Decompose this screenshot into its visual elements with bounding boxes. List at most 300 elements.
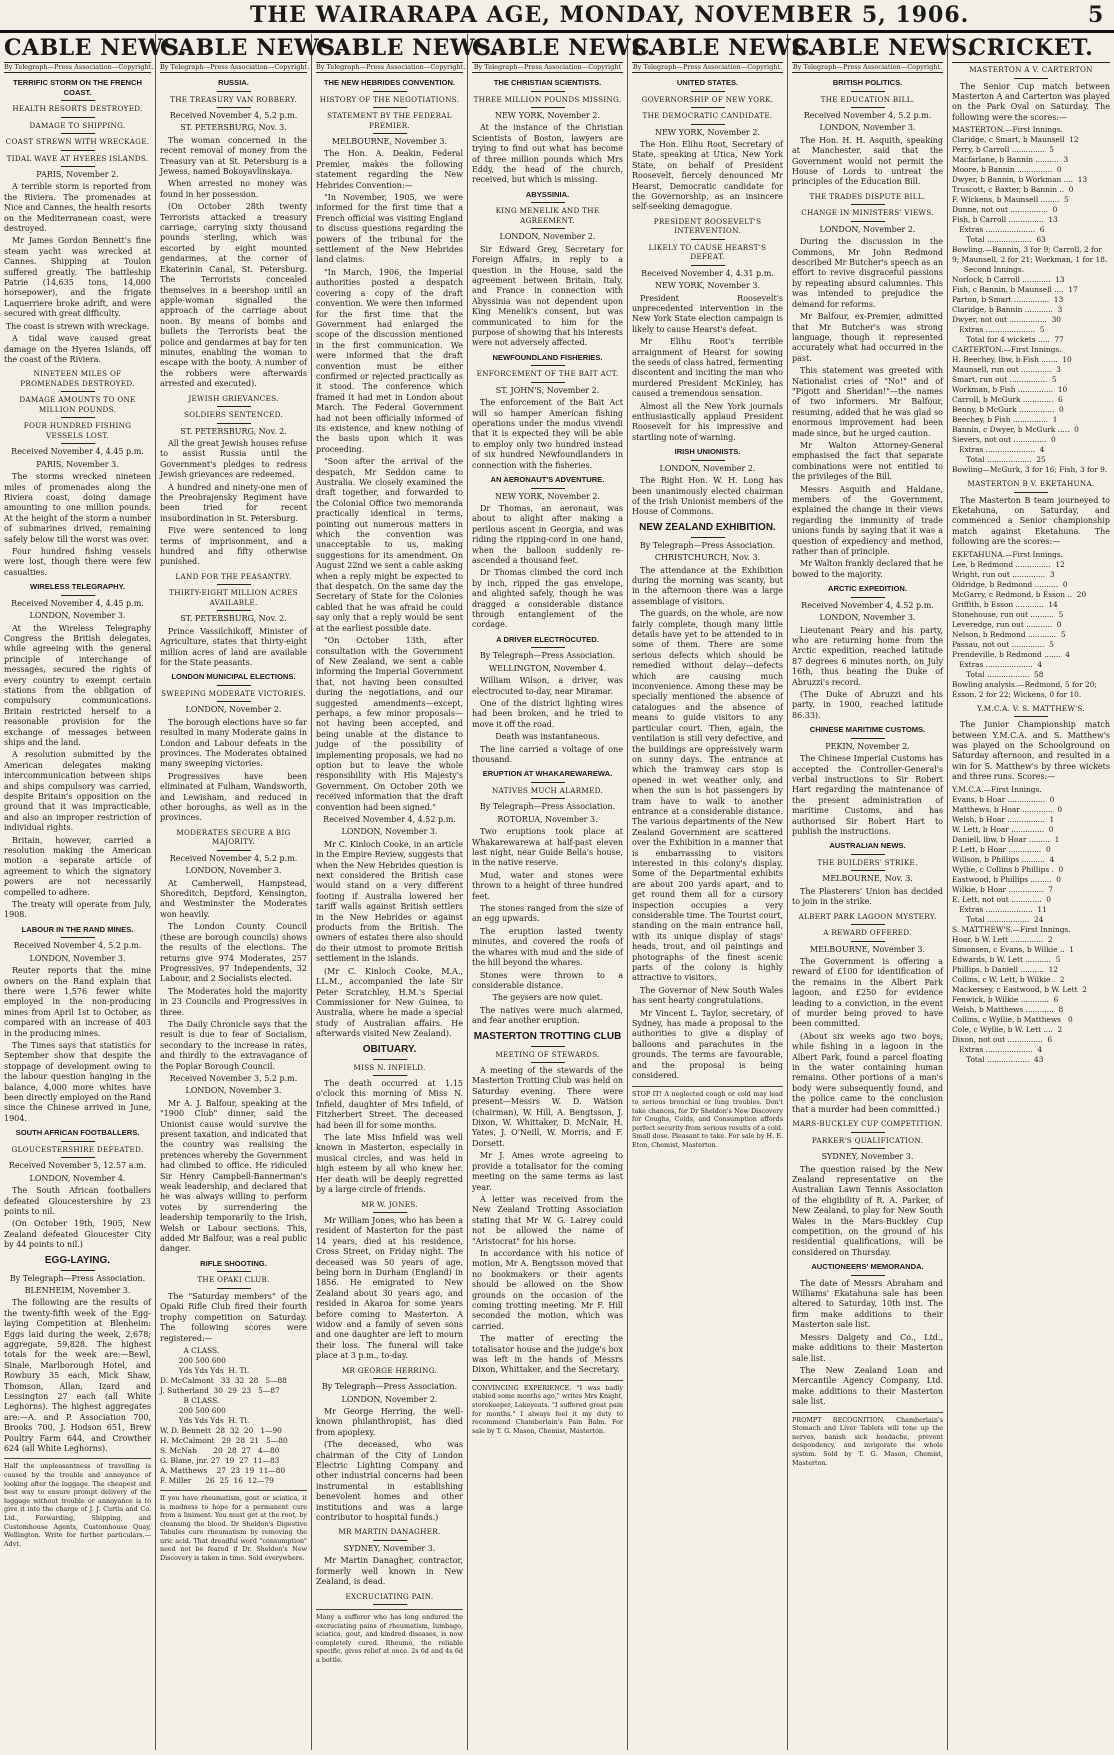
article-paragraph: President Roosevelt's unprecedented intervention in the New York State election campaign is likely to cause Hearst's defeat. [632, 293, 783, 334]
article-subheading: GOVERNORSHIP OF NEW YORK. [641, 94, 774, 104]
dateline: By Telegraph—Press Association. [479, 802, 616, 812]
article-subheading: MR MARTIN DANAGHER. [338, 1527, 441, 1537]
article-paragraph: The Right Hon. W. H. Long has been unanimously elected chairman of the Irish Unionist members of the House of Commons. [632, 476, 783, 517]
dateline: SYDNEY, November 3. [821, 1152, 914, 1162]
article-subheading: MISS N. INFIELD. [353, 1062, 426, 1072]
article-paragraph: Mr C. Kinloch Cooke, in an article in the Empire Review, suggests that when the New Hebrides question is next considered the British case would stand on a very different footing if Australia lowered her tariff walls against British settlers in the New Hebrides or against products from the British. The owners of estates there also should do their utmost to promote British settlement in the islands. [316, 839, 463, 964]
article [632, 447, 783, 518]
divider [373, 1059, 407, 1060]
article-subheading: A REWARD OFFERED. [823, 928, 912, 938]
dateline: NEW YORK, November 2. [654, 127, 761, 137]
article-subheading: NATIVES MUCH ALARMED. [491, 785, 604, 795]
article-paragraph: The Masterton B team journeyed to Eketahuna, on Saturday, and commenced a Senior championship match against Eketahuna. The following are the scores:— [952, 495, 1110, 547]
divider [531, 1046, 565, 1047]
article-subheading: PRESIDENT ROOSEVELT'S INTERVENTION. [653, 216, 762, 236]
page-number: 5 [1088, 2, 1104, 28]
article-paragraph: At the instance of the Christian Scientists of Boston, lawyers are trying to find out what has become of three million pounds which Mrs Eddy, the head of the church, received, but which is missing. [472, 123, 623, 185]
dateline: LONDON, November 3. [341, 827, 438, 837]
article-subheading: DAMAGE TO SHIPPING. [29, 120, 126, 130]
article-paragraph: "In November, 1905, we were informed for the first time that a French official was visiting England to discuss questions regarding the powers of the tribunal for the settlement of the New Hebrides land claims. [316, 193, 463, 265]
dateline: Received November 4, 4.52 p.m. [801, 600, 934, 610]
article-headline: ARCTIC EXPEDITION. [828, 584, 907, 594]
article [160, 572, 307, 669]
article [160, 78, 307, 390]
article [316, 1527, 463, 1587]
dateline: LONDON, November 3. [29, 611, 126, 621]
divider [217, 685, 251, 686]
dateline: LONDON, November 2. [819, 224, 916, 234]
article [792, 912, 943, 1116]
divider [373, 1378, 407, 1379]
divider [851, 1132, 885, 1133]
article-subheading: MEETING OF STEWARDS. [495, 1049, 600, 1059]
article-paragraph: "In March, 1906, the Imperial authorities posted a despatch covering a copy of the draft convention. We were then informed for the first time that the Government had enlarged the scope of the discussion mentioned in the first communication. We were informed that the draft convention must be either confirmed or rejected practically as it stood. The conference which framed it had met in London about March. The Federal Government had not been officially informed of its existence, and knew nothing of the basis upon which it was proceeding. [316, 267, 463, 454]
divider [851, 91, 885, 92]
column-2 [156, 34, 343, 1750]
divider [61, 595, 95, 596]
divider [61, 443, 95, 444]
article-paragraph: The guards, on the whole, are now fairly complete, though many little details have yet to be attended to in some of them. There are some serious defects which should be remedied without delay—defects which are causing much inconvenience. Among these may be specially mentioned the absence of catalogues and the absence of means to guide visitors to any particular court. Then, again, the ventilation is still very defective, and the buildings are oppressively warm on sunny days. The entrance at which the tramway cars stop is opened in wet weather only, and when the sun is hot passengers by tram have to walk to another entrance at a considerable distance. The various departments of the New Zealand Government are scattered over the Exhibition in a manner that is embarrassing to visitors interested in this colony's display. Some of the Departmental exhibits are about 200 yards apart, and to get round them all for a cursory inspection occupies a very considerable time. The Tourist court, standing on the main entrance hall, with its unique display of stags' heads, trout, and oil paintings and photographs of the finest scenic parts of the colony is highly attractive to visitors. [632, 609, 783, 983]
dateline: MELBOURNE, November 3. [331, 137, 448, 146]
article [952, 65, 1110, 475]
article-headline: THE CHRISTIAN SCIENTISTS. [493, 78, 602, 87]
article-paragraph: (About six weeks ago two boys, while fishing in a lagoon in the Albert Park, found a parcel floating in the water containing human remains. Other portions of a man's body were subsequently found, and the police came to the conclusion that a murder had been committed.) [792, 1031, 943, 1114]
dateline: Received November 4, 5.2 p.m. [169, 853, 298, 863]
article-subheading: MR W. JONES. [361, 1199, 418, 1209]
article-paragraph: The date of Messrs Abraham and Williams' Ekatahuna sale has been altered to Saturday, 10th inst. The firm make additions to their Masterton sale list. [792, 1278, 943, 1330]
article-paragraph: Four hundred fishing vessels were lost, though there were few casualties. [4, 546, 151, 577]
dateline: LONDON, November 2. [185, 705, 282, 715]
newspaper-columns [0, 34, 1114, 1750]
divider [61, 1270, 95, 1271]
column-masthead: CABLE NEWS. [160, 35, 343, 61]
article-paragraph: In accordance with his notice of motion, Mr A. Bengtsson moved that no bookmakers or their agents should be allowed on the Show grounds on the occasion of the coming trotting meeting. Mr F. Hill seconded the motion, which was carried. [472, 1248, 623, 1331]
dateline: LONDON, November 3. [819, 613, 916, 623]
article [4, 925, 151, 1124]
article [316, 1592, 463, 1606]
article-paragraph: Mr J. Ames wrote agreeing to provide a totalisator for the coming meeting on the same terms as last year. [472, 1151, 623, 1192]
divider [531, 91, 565, 92]
article-paragraph: The late Miss Infield was well known in Masterton, especially in musical circles, and was held in high esteem by all who knew her. Her death will be deeply regretted by a large circle of friends. [316, 1133, 463, 1195]
article-paragraph: Mr Walton Attorney-General emphasised the fact that separate combinations were not entitled to the privileges of the Bill. [792, 440, 943, 482]
divider [851, 870, 885, 871]
dateline: LONDON, November 2. [499, 232, 596, 242]
divider [373, 133, 407, 134]
article-paragraph: The Hon. A. Deakin, Federal Premier, makes the following statement regarding the New Hebrides Convention:— [316, 149, 463, 190]
article-paragraph: Five were sentenced to long terms of imprisonment, and a hundred and fifty otherwise punished. [160, 526, 307, 567]
article [792, 78, 943, 188]
article [4, 369, 151, 578]
divider [1014, 716, 1048, 717]
article-paragraph: The Hon. Elihu Root, Secretary of State, speaking at Utica, New York State, on behalf of President Roosevelt, fiercely denounced Mr Hearst, Democratic candidate for the Governorship, as an insincere self-seeking demagogue. [632, 139, 783, 212]
article [952, 479, 1110, 700]
article-headline: RIFLE SHOOTING. [200, 1258, 267, 1268]
article-headline: BRITISH POLITICS. [832, 78, 903, 87]
article-paragraph: The Moderates hold the majority in 23 Councils and Progressives in three. [160, 986, 307, 1017]
dateline: Received November 4, 4.45 p.m. [11, 447, 144, 457]
divider [531, 228, 565, 229]
article-paragraph: A hundred and ninety-one men of the Preobrajensky Regiment have been tried for recent insubordination in St. Petersburg. [160, 482, 307, 523]
article-headline: RUSSIA. [218, 78, 249, 87]
article-paragraph: The Hon. H. H. Asquith, speaking at Manchester, said that the Government would not permit the House of Lords to untreat the principles of the Education Bill. [792, 135, 943, 187]
column-masthead: CABLE NEWS. [632, 35, 815, 61]
dateline: LONDON, November 2. [341, 1394, 438, 1404]
article-subheading: ALBERT PARK LAGOON MYSTERY. [798, 911, 937, 921]
divider [531, 488, 565, 489]
article-paragraph: At Camberwell, Hampstead, Shoreditch, Deptford, Kensington, and Westminster the Moderates won heavily. [160, 878, 307, 919]
article-paragraph: The South African footballers defeated Gloucestershire by 23 points to nil. [4, 1186, 151, 1216]
article-subheading: FOUR HUNDRED FISHING VESSELS LOST. [23, 421, 132, 440]
article-headline: SOUTH AFRICAN FOOTBALLERS. [15, 1128, 140, 1138]
article-paragraph: At the Wireless Telegraphy Congress the British delegates, while agreeing with the general principle of interchange of messages, secured the rights of every country to exempt certain stations from the obligation of compulsory communications. Britain restricted herself to a reasonable provision for the exchange of messages between ships and the land. [4, 623, 151, 747]
column-7 [948, 34, 1114, 1750]
dateline: Received November 4, 4.31 p.m. [641, 268, 774, 278]
article-paragraph: Dr Thomas, an aeronaut, was about to alight after making a perilous ascent in Georgia, and was riding the ripping-cord in one hand, when the balloon suddenly re-ascended a thousand feet. [472, 503, 623, 565]
article-headline: NEW ZEALAND EXHIBITION. [639, 521, 776, 533]
article-paragraph: The woman concerned in the recent removal of money from the Treasury van at St. Petersburg is a Jewess, named Bokoyavlinskaya. [160, 135, 307, 177]
divider [217, 701, 251, 702]
divider [217, 850, 251, 851]
advertisement: STOP IT! A neglected cough or cold may lead to serious bronchial or lung troubles. Don't take chances, for Dr Sheldon's New Discovery for Coughs, Colds, and Consumption affords perfect security from serious results of a cold. Small dose. Pleasant to take. For sale by H. E. Eton, Chemist, Masterton. [632, 1086, 783, 1150]
article-subheading: MASTERTON B V. EKETAHUNA. [967, 479, 1095, 489]
article-paragraph: A tidal wave caused great damage on the Hyeres Islands, off the coast of the Riviera. [4, 334, 151, 364]
article-paragraph: The death occurred at 1.15 o'clock this morning of Miss N. Infield, daughter of Mrs Infield, of Fitzherbert Street. The deceased had been ill for some months. [316, 1079, 463, 1130]
article-subheading: Y.M.C.A. V. S. MATTHEW'S. [977, 703, 1085, 713]
dateline: MELBOURNE, November 3. [809, 944, 926, 954]
advertisement: Many a sufferer who has long endured the excruciating pains of rheumatism, lumbago, sciatica, gout, and kindred diseases, is now completely cured. Rheumo, the reliable specific, gives relief at once. 2s 6d and 4s 6d a bottle. [316, 1609, 463, 1665]
column-byline: By Telegraph—Press Association—Copyright. [632, 63, 783, 71]
score-table: Y.M.C.A.—First Innings. Evans, b Hoar ................ 0 Matthews, b Hoar ............. 0 Welsh, b Hoar ................ 1 W. Lett, b Hoar .............. 0 Daniell, lbw, b Hoar ......... 1 P. Lett, b Hoar .............. 0 Willson, b Phillips .......... 4 Wyllie, c Collins b Phillips . 0 Eastwood, b Phillips ......... 0 Wilkie, b Hoar ............... 7 E. Lett, not out ............. 0 Extras .................... 11 Total .................. 24 S. MATTHEW'S.—First Innings. Hoar, b W. Lett .............. 2 Simonsen, c Evans, b Wilkie .. 1 Edwards, b W. Lett ........... 5 Phillips, b Daniell .......... 12 Collins, c W. Lett, b Wilkie . 2 Mackersey, c Eastwood, b W. Lett 2 Fenwick, b Wilkie ............ 6 Welsh, b Matthews ............ 8 Collins, c Wyllie, b Matthews 0 Cole, c Wyllie, b W. Lett .... 2 Dixon, not out ............... 6 Extras .................... 4 Total .................. 43 [952, 784, 1087, 1064]
article-paragraph: Prince Vassilchikoff, Minister of Agriculture, states that thirty-eight million acres of land are available for the State peasants. [160, 626, 307, 667]
divider [61, 150, 95, 151]
article-paragraph: The Senior Cup match between Masterton A and Carterton was played on the Park Oval on Saturday. The following were the scores:— [952, 81, 1110, 122]
divider [373, 107, 407, 108]
dateline: Received November 4, 5.2 p.m. [803, 111, 932, 120]
article [472, 475, 623, 631]
column-5 [628, 34, 815, 1750]
column-byline: By Telegraph—Press Association—Copyright. [316, 63, 466, 71]
article [472, 1031, 623, 1376]
article-headline: LABOUR IN THE RAND MINES. [21, 924, 134, 934]
column-byline: By Telegraph—Press Association—Copyright. [160, 63, 310, 71]
divider [531, 798, 565, 799]
divider [691, 124, 725, 125]
article [160, 394, 307, 568]
article-subheading: MARS-BUCKLEY CUP COMPETITION. [792, 1119, 943, 1129]
score-table: MASTERTON.—First Innings. Claridge, c Smart, b Maunsell 12 Perry, b Carroll .............. 5 Macfarlane, b Bannin .......... 3 Moore, b Bannin ............... 0 Dwyer, b Bannin, b Workman .... 13 Truscott, c Baxter, b Bannin .. 0 F. Wickens, b Maunsell ........ 5 Dunne, not out ................ 0 Fish, b Carroll ............... 13 Extras ..................... 6 Total ................... 63 Bowling.—Bannin, 3 for 9; Carroll, 2 for 9; Maunsell, 2 for 21; Workman, 1 for 18. Second Innings. Norlock, b Carroll ............ 13 Fish, c Bannin, b Maunsell .... 17 Parton, b Smart ............... 13 Claridge, b Bannin ............ 3 Dwyer, not out ................ 30 Extras ..................... 5 Total for 4 wickets ..... 77 CARTERTON.—First Innings. H. Beechey, lbw, b Fish ....... 10 Maunsell, run out ............. 3 Smart, run out ................ 5 Workman, b Fish ............... 10 Carroll, b McGurk ............. 6 Benny, b McGurk ............... 0 Beechey, b Fish ............... 1 Bannin, c Dwyer, b McGurk ..... 0 Sievers, not out .............. 0 Extras ..................... 4 Total ................... 25 Bowling—McGurk, 3 for 16; Fish, 3 for 9. [952, 125, 1108, 475]
divider [61, 417, 95, 418]
dateline: LONDON, November 2. [659, 463, 756, 473]
article-paragraph: Mr Vincent L. Taylor, secretary, of Sydney, has made a proposal to the authorities to give a display of balloons and parachutes in the grounds. The terms are favourable, and the proposal is being considered. [632, 1008, 783, 1081]
article-subheading: THREE MILLION POUNDS MISSING. [473, 94, 622, 104]
divider [1014, 78, 1048, 79]
article-headline: TERRIFIC STORM ON THE FRENCH COAST. [13, 78, 142, 97]
article [160, 828, 307, 1255]
article-paragraph: Messrs Asquith and Haldane, members of the Government, explained the change in their views regarding the immunity of trade unions funds by saying that it was a question of expediency and method, rather than of principle. [792, 484, 943, 557]
dateline: PEKIN, November 2. [825, 741, 910, 751]
article-subheading: LIKELY TO CAUSE HEARST'S DEFEAT. [648, 242, 767, 262]
divider [61, 1157, 95, 1158]
article-subheading: EXCRUCIATING PAIN. [345, 1591, 434, 1601]
article-headline: UNITED STATES. [676, 78, 739, 87]
divider [851, 738, 885, 739]
dateline: LONDON, November 3. [185, 1086, 282, 1096]
article-paragraph: A terrible storm is reported from the Riviera. The promenades at Nice and Cannes, the health resorts on the Mediterranean coast, were destroyed. [4, 182, 151, 234]
divider [531, 647, 565, 648]
article-headline: ABYSSINIA. [525, 189, 570, 199]
column-byline: By Telegraph—Press Association—Copyright. [4, 63, 154, 71]
article [472, 78, 623, 186]
dateline: LONDON, November 3. [819, 123, 916, 133]
article [792, 584, 943, 721]
article [792, 725, 943, 837]
column-masthead: CABLE NEWS. [472, 35, 655, 61]
article-headline: EGG-LAYING. [44, 1254, 111, 1266]
article-paragraph: The natives were much alarmed, and fear another eruption. [472, 1005, 623, 1026]
divider [217, 406, 251, 407]
article-paragraph: "On October 13th, after consultation with the Government of New Zealand, we sent a cable informing the Imperial Government that, not having been consulted during the negotiations, and our suggested amendments—except, perhaps, a few minor proposals—not having been accepted, and being unable at the distance to judge of the possibility of implementing proposals, we had no option but to leave the whole responsibility with His Majesty's Government. On October 20th we received information that the draft convention had been signed." [316, 636, 463, 812]
dateline: By Telegraph—Press Association. [321, 1382, 458, 1392]
article-paragraph: Mr Martin Danagher, contractor, formerly well known in New Zealand, is dead. [316, 1556, 463, 1587]
article-subheading: THE EDUCATION BILL. [820, 94, 915, 104]
divider [531, 1062, 565, 1063]
article-paragraph: The storms wrecked nineteen miles of promenades along the Riviera coast, doing damage amounting to one million pounds. At the height of the storm a number of submarines drived, remaining safely below till the worst was over. [4, 472, 151, 544]
article-paragraph: A letter was received from the New Zealand Trotting Association stating that Mr W. G. Lairey could not be allowed the name of "Aristocrat" for his horse. [472, 1194, 623, 1246]
article-subheading: ENFORCEMENT OF THE BAIT ACT. [476, 369, 619, 379]
article [952, 704, 1110, 1065]
article-paragraph: Mr A. J. Balfour, speaking at the "1900 Club" dinner, said the Unionist cause would survive the present taxation, and indicated that the country was realising the pretences whereby the Government had climbed to office. He ridiculed Sir Henry Campbell-Bannerman's weak leadership, and declared that he was always willing to perform votes by surrendering the leadership temporarily to the Irish, Welsh or Labour sections. This, added Mr Balfour, was a real public danger. [160, 1098, 307, 1254]
article-subheading: NINETEEN MILES OF PROMENADES DESTROYED. [20, 369, 135, 388]
divider [851, 597, 885, 598]
dateline: Received November 4, 4.45 p.m. [11, 598, 144, 608]
divider [851, 854, 885, 855]
article-subheading: THE DEMOCRATIC CANDIDATE. [642, 111, 773, 120]
article-subheading: THE TREASURY VAN ROBBERY. [170, 94, 297, 104]
article-paragraph: The Daily Chronicle says that the result is due to fear of Socialism, secondary to the increase in rates, and thirdly to the extravagance of the Poplar Borough Council. [160, 1019, 307, 1071]
article-subheading: MR GEORGE HERRING. [341, 1365, 438, 1375]
article [4, 582, 151, 921]
article-paragraph: Almost all the New York journals enthusiastically applaud President Roosevelt for his impressive and startling note of warning. [632, 401, 783, 442]
dateline: LONDON, November 3. [29, 953, 126, 963]
article-headline: AN AERONAUT'S ADVENTURE. [490, 475, 605, 485]
column-byline: By Telegraph—Press Association—Copyright [473, 63, 622, 71]
divider [851, 1148, 885, 1149]
score-table: EKETAHUNA.—First Innings. Lee, b Redmond ............... 12 Wright, run out .............. 3 Oldridge, b Redmond .......... 0 McGarry, c Redmond, b Esson .. 20 Griffith, b Esson ............ 14 Stonehouse, run out .......... 5 Leveredge, run out ........... 0 Nelson, b Redmond ............ 5 Passau, not out .............. 5 Prendeville, b Redmond ....... 4 Extras .................... 4 Total .................. 58 Bowling analysis.—Redmond, 5 for 20; Esson, 2 for 22; Wickens, 0 for 10. [952, 549, 1097, 699]
divider [851, 221, 885, 222]
article-paragraph: The treaty will operate from July, 1908. [4, 900, 151, 920]
article [316, 78, 463, 1040]
article-paragraph: Messrs Dalgety and Co., Ltd., make additions to their Masterton sale list. [792, 1332, 943, 1363]
article-subheading: COAST STREWN WITH WRECKAGE. [5, 137, 150, 146]
dateline: By Telegraph—Press Association. [9, 1273, 146, 1283]
dateline: ROTORUA, November 3. [497, 814, 598, 824]
divider [217, 91, 251, 92]
article-paragraph: The enforcement of the Bait Act will so hamper American fishing operations under the modus vivendi that it is expected they will be able to employ only two hundred instead of six hundred Newfoundlanders in connection with the fisheries. [472, 398, 623, 470]
column-byline: By Telegraph—Press Association—Copyright. [792, 63, 943, 71]
article [316, 1200, 463, 1362]
article-headline: LONDON MUNICIPAL ELECTIONS. [171, 672, 296, 682]
divider [691, 460, 725, 461]
dateline: ST. PETERSBURG, Nov. 2. [180, 426, 287, 436]
article-paragraph: A resolution submitted by the American delegates making intercommunication between ships and ships compulsory was carried, despite Britain's opposition on the ground that it was impracticable, and also an improper restriction of individual rights. [4, 750, 151, 833]
dateline: ST. JOHN'S, November 2. [495, 385, 600, 395]
article-subheading: SWEEPING MODERATE VICTORIES. [161, 688, 306, 698]
article-subheading: HEALTH RESORTS DESTROYED. [12, 104, 143, 113]
article-paragraph: William Wilson, a driver, was electrocuted to-day, near Miramar. [472, 676, 623, 696]
column-masthead: CABLE NEWS. [792, 35, 975, 61]
dateline: PARIS, November 2. [36, 170, 119, 179]
dateline: NEW YORK, November 3. [654, 281, 761, 291]
divider [61, 100, 95, 101]
divider [373, 1075, 407, 1076]
column-3 [312, 34, 499, 1750]
score-table: A CLASS. 200 500 600 Yds Yds Yds H. Tl. D. McCalmont 33 32 28 5—88 J. Sutherland 30 29 23 5—87 B CLASS. 200 500 600 Yds Yds Yds H. Tl. W. D. Bennett 28 32 20 1—90 H. McCalmont 29 28 21 5—80 S. McNab 20 28 27 4—80 G. Blane, jnr. 27 19 27 11—83 A. Matthews 27 23 19 11—80 F. Miller 26 25 16 12—79 [160, 1345, 288, 1485]
article-paragraph: (The deceased, who was chairman of the City of London Electric Lighting Company and other industrial concerns had been instrumental in establishing benevolent homes and other institutions and was a large contributor to hospital funds.) [316, 1440, 463, 1523]
divider [61, 117, 95, 118]
article-paragraph: Mr Balfour, ex-Premier, admitted that Mr Butcher's was strong language, though it represented accurately what had occurred in the past. [792, 312, 943, 363]
article-paragraph: Mr Walton frankly declared that he bowed to the majority. [792, 559, 943, 579]
article-subheading: DAMAGE AMOUNTS TO ONE MILLION POUNDS. [19, 395, 136, 414]
divider [531, 202, 565, 203]
newspaper-title: THE WAIRARAPA AGE, MONDAY, NOVEMBER 5, 1906. [250, 2, 970, 28]
article [792, 1119, 943, 1258]
article [4, 78, 151, 365]
article [472, 190, 623, 349]
article-paragraph: The Times says that statistics for September show that despite the stoppage of development owing to the labour question hanging in the balance, 4,000 more whites have been directly employed on the Rand since the Chinese arrived in June, 1904. [4, 1041, 151, 1123]
article [632, 78, 783, 213]
dateline: By Telegraph—Press Association. [479, 651, 616, 661]
article-paragraph: Stones were thrown to a considerable distance. [472, 970, 623, 990]
divider [217, 1271, 251, 1272]
dateline: The coast is strewn with wreckage. [5, 321, 150, 331]
article-paragraph: (Mr C. Kinloch Cooke, M.A., LL.M., accompanied the late Sir Peter Scratchley, H.M.'s Special Commissioner for New Guinea, to Australia, where he made a special study of Australian affairs. He afterwards visited New Zealand). [316, 966, 463, 1039]
article-paragraph: Britain, however, carried a resolution making the American motion a separate article of agreement to which the signatory powers are not necessarily compelled to adhere. [4, 835, 151, 897]
divider [851, 107, 885, 108]
dateline: PARIS, November 3. [36, 459, 119, 469]
article-paragraph: (On October 28th twenty Terrorists attacked a treasury carriage, carrying sixty thousand pounds sterling, which was escorted by eight mounted gendarmes, at the corner of Ekaterinin Canal, St. Petersburg. The Terrorists concealed themselves in a beershop until an apple-woman signalled the approach of the carriage about noon. By means of bombs and bullets the Terrorists beat the police and gendarmes at bay for ten minutes, enabling the woman to escape with the booty. A number of the robbers were afterwards arrested and executed). [160, 202, 307, 389]
article-paragraph: When arrested no money was found in her possession. [160, 179, 307, 199]
dateline: SYDNEY, November 3. [343, 1543, 436, 1553]
article-paragraph: "Soon after the arrival of the despatch, Mr Seddon came to Australia. We closely examined the draft together, and forwarded to the Colonial Office two memoranda practically identical in terms, pointing out numerous matters in which the convention was unacceptable to us, making suggestions for its amendment. On August 22nd we sent a cable asking when a reply might be expected to that despatch. On the same day the Secretary of State for the Colonies cabled that he was afraid he could say only that a reply would be sent at the earliest possible date. [316, 457, 463, 633]
column-masthead: CABLE NEWS. [4, 35, 187, 61]
divider [61, 391, 95, 392]
article [160, 1259, 307, 1486]
article-headline: A DRIVER ELECTROCUTED. [496, 634, 599, 644]
divider [1014, 492, 1048, 493]
divider [531, 782, 565, 783]
article-paragraph: During the discussion in the Commons, Mr John Redmond described Mr Butcher's speech as an effort to revive disgraceful passions by repeating absurd calumnies. This was intended to prejudice the demand for reforms. [792, 237, 943, 309]
article-paragraph: The Government is offering a reward of £100 for identification of the remains in the Albert Park lagoon, and £250 for evidence leading to a conviction, in the event of murder being proved to have been committed. [792, 957, 943, 1029]
article-headline: THE NEW HEBRIDES CONVENTION. [323, 78, 456, 87]
article-subheading: TIDAL WAVE AT HYERES ISLANDS. [6, 153, 149, 163]
article-paragraph: The New Zealand Loan and Mercantile Agency Company, Ltd. make additions to their Masterton sale list. [792, 1365, 943, 1407]
dateline: The geysers are now quiet. [492, 993, 603, 1003]
article [472, 353, 623, 471]
article [632, 217, 783, 444]
article-paragraph: The Chinese Imperial Customs has accepted the Controller-General's verbal instructions to Sir Robert Hart regarding the maintenance of the present administration of maritime Customs, and has authorised Sir Robert Hart to publish the instructions. [792, 754, 943, 836]
divider [851, 924, 885, 925]
article [792, 1262, 943, 1407]
article-subheading: STATEMENT BY THE FEDERAL PREMIER. [327, 111, 452, 130]
dateline: ST. PETERSBURG, Nov. 2. [180, 614, 287, 624]
divider [691, 239, 725, 240]
divider [691, 107, 725, 108]
article-subheading: THE BUILDERS' STRIKE. [817, 857, 918, 867]
article [792, 841, 943, 907]
article-subheading: THE OPAKI CLUB. [197, 1275, 270, 1285]
dateline: NEW YORK, November 2. [494, 491, 601, 501]
article-paragraph: Mud, water and stones were thrown to a height of three hundred feet. [472, 870, 623, 901]
dateline: Received November 5, 12.57 a.m. [8, 1161, 147, 1171]
article [316, 1366, 463, 1524]
advertisement: CONVINCING EXPERIENCE. "I was badly stabled some months ago," writes Mrs Knight, storekeeper, Lakeyeats. "I suffered great pain for months." I always feel it my duty to recommend Chamberlain's Pain Balm. For sale by T. G. Mason, Chemist, Masterton. [472, 1380, 623, 1436]
article-subheading: THIRTY-EIGHT MILLION ACRES AVAILABLE. [169, 588, 298, 607]
article-paragraph: The attendance at the Exhibition during the morning was scanty, but in the afternoon there was a large assemblage of visitors. [632, 565, 783, 606]
article-headline: MASTERTON TROTTING CLUB [473, 1030, 622, 1042]
dateline: Received November 4, 4.52 p.m. [323, 815, 456, 824]
article-subheading: KING MENELIK AND THE AGREEMENT. [495, 206, 600, 225]
article-paragraph: All the great Jewish houses refuse to assist Russia until the Government's pledges to redress Jewish grievances are redeemed. [160, 438, 307, 480]
article-headline: WIRELESS TELEGRAPHY. [30, 582, 125, 592]
article [4, 1255, 151, 1455]
divider [217, 107, 251, 108]
article-headline: AUCTIONEERS' MEMORANDA. [811, 1262, 924, 1272]
article-subheading: MASTERTON A V. CARTERTON [969, 65, 1093, 74]
article-headline: ERUPTION AT WHAKAREWAREWA. [482, 769, 613, 779]
article-headline: NEWFOUNDLAND FISHERIES. [492, 352, 603, 362]
article-paragraph: Progressives have been eliminated at Fulham, Wandsworth, and Lewisham, and reduced in other boroughs, as well as in the provinces. [160, 771, 307, 823]
divider [217, 423, 251, 424]
article-paragraph: The eruption lasted twenty minutes, and covered the roofs of the whares with mud and the side of the hill beyond the whares. [472, 926, 623, 968]
article [160, 672, 307, 823]
article-paragraph: Mr William Jones, who has been a resident of Masterton for the past 14 years, died at his residence, Cross Street, on Friday night. The deceased was 50 years of age, being born in Durham (England) in 1856. He emigrated to New Zealand about 30 years ago, and resided in Akaroa for some years before coming to Masterton. A widow and a family of seven sons and one daughter are left to mourn their loss. The funeral will take place at 3 p.m., to-day. [316, 1216, 463, 1361]
dateline: LONDON, November 4. [29, 1173, 126, 1183]
divider [373, 1212, 407, 1213]
article-paragraph: Sir Edward Grey, Secretary for Foreign Affairs, in reply to a question in the House, said the agreement between Britain, Italy, and France in connection with Abyssinia was not dependent upon King Menelik's consent, but was communicated to him for the purpose of showing that his interests were not adversely affected. [472, 244, 623, 348]
article [4, 1128, 151, 1250]
article-paragraph: Mr Elihu Root's terrible arraignment of Hearst for sowing the seeds of class hatred, fermenting discontent and inciting the man who murdered President McKinley, has caused a tremendous sensation. [632, 337, 783, 399]
divider [373, 91, 407, 92]
divider [851, 204, 885, 205]
article-subheading: CHANGE IN MINISTERS' VIEWS. [801, 208, 934, 218]
divider [61, 133, 95, 134]
article-paragraph: The Governor of New South Wales has sent hearty congratulations. [632, 985, 783, 1006]
article-paragraph: A meeting of the stewards of the Masterton Trotting Club was held on Saturday evening. There were present—Messrs W. D. Watson (chairman), W. Hill, A. Bengtsson, J. Dixon, W. Whittaker, D. McNair, H. Yates, J. O'Neill, W. Morris, and F. Dorsett. [472, 1066, 623, 1148]
column-masthead: CABLE NEWS. [316, 35, 499, 61]
article-paragraph: The "Saturday members" of the Opaki Rifle Club fired their fourth trophy competition on Saturday. The following scores were registered:— [160, 1291, 307, 1343]
article-paragraph: Dr Thomas climbed the cord inch by inch, ripped the gas envelope, and alighted safely, though he was dragged a considerable distance through entanglement of the cordage. [472, 568, 623, 630]
article-subheading: PARKER'S QUALIFICATION. [811, 1135, 924, 1145]
article-paragraph: Lieutenant Peary and his party, who are returning home from the Arctic expedition, reached latitude 87 degrees 6 minutes north, on July 16th, thus beating the Duke of Abruzzi's record. [792, 625, 943, 687]
divider [531, 365, 565, 366]
advertisement: PROMPT RECOGNITION. Chamberlain's Stomach and Liver Tablets will tone up the nerves, banish sick headache, prevent despondency, and invigorate the whole system. Sold by T. G. Mason, Chemist, Masterton. [792, 1412, 943, 1468]
article-paragraph: The question raised by the New Zealand representative on the Australian Lawn Tennis Association of the eligibility of R. A. Parker, of New Zealand, to play for New South Wales in the Mars-Buckley Cup competition, on the ground of his residential qualifications, will be considered on Thursday. [792, 1164, 943, 1257]
article-paragraph: The Junior Championship match between Y.M.C.A. and S. Matthew's was played on the Schoolground on Saturday afternoon, and resulted in a win for S. Matthew's by three wickets and three runs. Scores:— [952, 720, 1110, 782]
column-masthead: CRICKET. [952, 34, 1110, 63]
divider [373, 1540, 407, 1541]
divider [691, 537, 725, 538]
dateline: Death was instantaneous. [495, 732, 600, 742]
article-paragraph: The stones ranged from the size of an egg upwards. [472, 904, 623, 924]
advertisement: Half the unpleasantness of travelling is caused by the trouble and annoyance of looking after the luggage. The cheapest and best way to ensure prompt delivery of the luggage without trouble or annoyance is to give it into the charge of J. J. Curtis and Co. Ltd., Forwarding, Shipping, and Customhouse Agents, Customhouse Quay, Wellington. Write for further particulars.—Advt. [4, 1458, 151, 1548]
advertisement: If you have rheumatism, gout or sciatica, it is madness to hope for a permanent cure from a liniment. You must get at the root, by cleansing the blood. Dr Sheldon's Digestive Tabules cure rheumatism by removing the uric acid. That dreadful word "consumption" need not be feared if Dr. Sheldon's New Discovery is taken in time. Sold everywhere. [160, 1490, 307, 1563]
article [316, 1044, 463, 1196]
article-paragraph: The borough elections have so far resulted in many Moderate gains in London and Labour defeats in the provinces. The Moderates obtained many sweeping victories. [160, 717, 307, 769]
article-paragraph: The line carried a voltage of one thousand. [472, 744, 623, 764]
article-headline: IRISH UNIONISTS. [674, 447, 741, 457]
article-paragraph: The Plasterers' Union has decided to join in the strike. [792, 886, 943, 907]
article-subheading: MODERATES SECURE A BIG MAJORITY. [176, 827, 291, 847]
